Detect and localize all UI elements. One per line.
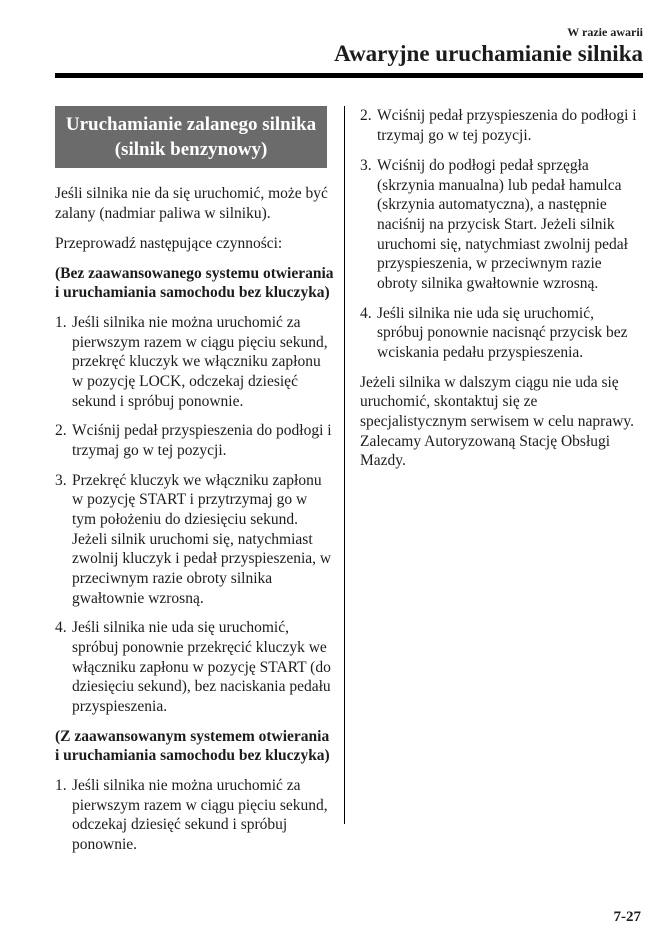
page-header	[55, 26, 643, 78]
list-item-text: Jeśli silnika nie można uruchomić za pierwszym razem w ciągu pięciu sekund, odczekaj dziesięć sekund i spróbuj ponownie.	[72, 776, 328, 853]
closing-paragraph: Jeżeli silnika w dalszym ciągu nie uda się uruchomić, skontaktuj się ze specjalistycznym serwisem w celu naprawy. Zalecamy Autoryzowaną Stację Obsługi Mazdy.	[360, 373, 635, 470]
list-item-number: 3.	[55, 471, 67, 489]
procedure-lead-paragraph: Przeprowadź następujące czynności:	[55, 234, 283, 252]
header-rule	[55, 73, 643, 78]
subheading-without-keyless: (Bez zaawansowanego systemu otwierania i uruchamiania samochodu bez kluczyka)	[55, 264, 334, 302]
intro-paragraph: Jeśli silnika nie da się uruchomić, może być zalany (nadmiar paliwa w silniku).	[55, 185, 328, 223]
page-title: Awaryjne uruchamianie silnika	[334, 41, 643, 67]
list-item-text: Przekręć kluczyk we włączniku zapłonu w pozycję START i przytrzymaj go w tym położeniu do dziesięciu sekund. Jeżeli silnik uruchomi się, natychmiast zwolnij kluczyk i pedał przyspieszenia, w przeciwnym razie obroty silnika gwałtownie wzrosną.	[72, 471, 332, 607]
list-item	[360, 106, 643, 145]
list-item-text: Wciśnij pedał przyspieszenia do podłogi i trzymaj go w tej pozycji.	[377, 107, 637, 145]
list-item-number: 1.	[55, 313, 67, 331]
list-item	[55, 313, 335, 411]
list-item-number: 4.	[360, 304, 372, 322]
subheading-with-keyless: (Z zaawansowanym systemem otwierania i uruchamiania samochodu bez kluczyka)	[55, 727, 330, 765]
list-item-text: Jeśli silnika nie uda się uruchomić, spróbuj ponownie przekręcić kluczyk we włączniku zapłonu w pozycję START (do dziesięciu sekund), bez naciskania pedału przyspieszenia.	[72, 619, 331, 715]
list-item	[55, 421, 335, 460]
list-item-text: Wciśnij pedał przyspieszenia do podłogi i trzymaj go w tej pozycji.	[72, 422, 332, 459]
page-number: 7-27	[613, 909, 641, 925]
left-column	[55, 106, 335, 892]
list-item-number: 3.	[360, 156, 372, 174]
two-column-content	[55, 106, 643, 892]
list-item-number: 2.	[55, 422, 67, 440]
chapter-label: W razie awarii	[567, 25, 643, 39]
list-item	[55, 776, 335, 855]
list-item	[360, 304, 643, 363]
list-item-text: Jeśli silnika nie uda się uruchomić, spróbuj ponownie nacisnąć przycisk bez wciskania pedału przyspieszenia.	[377, 304, 628, 361]
list-item	[360, 156, 643, 294]
list-item-text: Jeśli silnika nie można uruchomić za pierwszym razem w ciągu pięciu sekund, przekręć kluczyk we włączniku zapłonu w pozycję LOCK, odczekaj dziesięć sekund i spróbuj ponownie.	[72, 313, 328, 410]
list-item-number: 1.	[55, 776, 67, 794]
list-item	[55, 471, 335, 609]
page-footer	[614, 909, 642, 926]
list-item-number: 4.	[55, 619, 67, 637]
list-item-text: Wciśnij do podłogi pedał sprzęgła (skrzynia manualna) lub pedał hamulca (skrzynia automatyczna), a następnie naciśnij na przycisk Start. Jeżeli silnik uruchomi się, natychmiast zwolnij pedał przyspieszenia, w przeciwnym razie obroty silnika gwałtownie wzrosną.	[377, 156, 628, 292]
flooded-engine-title-box: Uruchamianie zalanego silnika (silnik benzynowy)	[55, 106, 327, 168]
right-column	[360, 106, 643, 892]
column-divider	[344, 106, 345, 824]
list-item	[55, 618, 335, 716]
list-item-number: 2.	[360, 107, 372, 125]
